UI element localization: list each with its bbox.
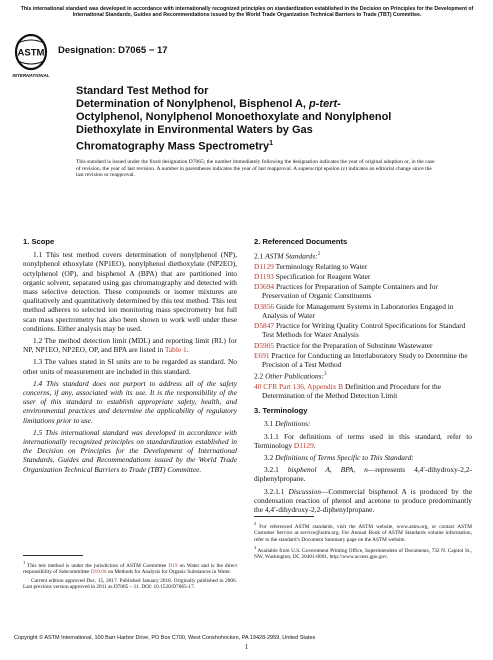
reference-code-link[interactable]: E691 <box>254 350 270 360</box>
reference-title: Terminology Relating to Water <box>273 261 368 271</box>
footnote-1-marker: 1 <box>23 560 26 565</box>
title-line-2 <box>76 98 446 111</box>
term-3-2-1-1-label: Discussion <box>288 486 321 496</box>
reference-title: Specification for Reagent Water <box>273 272 371 282</box>
reference-item <box>254 302 472 320</box>
term-3-2-1-definition: —represents 4,4′-dihydroxy-2,2-diphenylpropane. <box>254 465 472 484</box>
reference-title: Guide for Management Systems in Laboratories Engaged in Analysis of Water <box>262 301 454 320</box>
reference-title: Practices for Preparation of Sample Containers and for Preservation of Organic Constituents <box>262 282 438 301</box>
footnote-3-marker: 3 <box>254 544 257 550</box>
title-line-5 <box>76 137 446 154</box>
reference-item <box>254 341 472 350</box>
footnote-1 <box>23 560 237 576</box>
footnote-edition: Current edition approved Dec. 15, 2017. Published January 2018. Originally published in 2006. Last previous version approved in 2011 as D7065 – 11. DOI: 10.1520/D7065-17. <box>23 577 237 590</box>
astm-standards-label <box>254 250 472 261</box>
document-title <box>76 85 446 154</box>
term-3-2-1-1-number: 3.2.1.1 <box>264 486 289 496</box>
scope-1-1: 1.1 This test method covers determination of nonylphenol (NP), nonylphenol ethoxylate (NP1EO), nonylphenol diethoxylate (NP2EO), octylphenol (OP), and bisphenol A (BPA) that are partitioned into organic solvent, separated using gas chromatography and detected with mass selective detection. These compounds or isomer mixtures are qualitatively and quantitatively determined by this test method. This test method adheres to selected ion monitoring mass spectrometry but full scan mass spectrometry has also been shown to work well under these conditions. Either analysis may be used. <box>23 250 237 333</box>
scope-1-2-text: 1.2 The method detection limit (MDL) and reporting limit (RL) for NP, NP1EO, NP2EO, OP, and BPA are listed in <box>23 336 237 355</box>
d1129-link[interactable]: D1129 <box>293 440 314 450</box>
title-line-3: Octylphenol, Nonylphenol Monoethoxylate and Nonylphenol <box>76 111 392 123</box>
term-3-2-1-1-text: —Commercial bisphenol A is produced by the condensation reaction of phenol and acetone to produce predominantly the 4,4′-dihydroxy-2,2-diphenylpropane. <box>254 486 472 515</box>
footnotes-left <box>23 560 237 592</box>
term-3-1-1-end: . <box>313 440 316 450</box>
reference-code-link[interactable]: D5847 <box>254 321 275 331</box>
reference-item <box>254 282 472 300</box>
d19-06-link[interactable]: D19.06 <box>90 569 107 576</box>
reference-item <box>254 262 472 271</box>
footnotes-right <box>254 521 472 563</box>
logo-letters: ASTM <box>17 47 45 59</box>
other-publications-footnote: 3 <box>324 372 327 378</box>
international-standard-notice: This international standard was developed in accordance with internationally recognized principles on standardization established in the Decision on Principles for the Development of International Standards, Guides and Recommendations issued by the World Trade Organization Technical Barriers to Trade (TBT) Committee. <box>20 6 474 19</box>
reference-item <box>254 351 472 369</box>
term-3-2-1 <box>254 465 472 483</box>
title-line-2-text: Determination of Nonylphenol, Bisphenol A, <box>76 98 310 110</box>
references-heading: 2. Referenced Documents <box>254 237 348 246</box>
reference-code-link[interactable]: D3694 <box>254 282 275 292</box>
footnote-rule-right <box>254 516 314 517</box>
copyright-footer: Copyright © ASTM International, 100 Barr Harbor Drive, PO Box C700, West Conshohocken, PA 19428-2959. United States <box>14 635 316 641</box>
scope-1-3: 1.3 The values stated in SI units are to be regarded as standard. No other units of measurement are included in this standard. <box>23 357 237 376</box>
astm-standards-footnote: 2 <box>317 252 321 258</box>
reference-code-link[interactable]: D1129 <box>254 261 274 271</box>
d19-link[interactable]: D19 <box>168 562 178 569</box>
reference-title: Practice for the Preparation of Substitute Wastewater <box>274 340 433 350</box>
astm-standards-title: ASTM Standards: <box>265 251 318 261</box>
term-3-2-1-number: 3.2.1 <box>264 465 288 475</box>
term-3-1-number: 3.1 <box>264 419 276 429</box>
cfr-text: Definition and Procedure for the Determination of the Method Detection Limit <box>262 381 442 400</box>
other-publications-number: 2.2 <box>254 371 266 381</box>
left-column <box>23 237 237 477</box>
terminology-heading: 3. Terminology <box>254 406 308 416</box>
astm-standards-number: 2.1 <box>254 251 266 261</box>
footnote-rule-left <box>23 555 83 556</box>
title-line-5-text: Chromatography Mass Spectrometry <box>76 140 270 153</box>
cfr-link[interactable]: 40 CFR Part 136, Appendix B <box>254 381 344 391</box>
reference-title: Practice for Conducting an Interlaboratory Study to Determine the Precision of a Test Method <box>262 350 468 369</box>
term-3-2-title: Definitions of Terms Specific to This Standard: <box>275 453 414 462</box>
reference-item <box>254 382 472 400</box>
scope-1-5: 1.5 This international standard was developed in accordance with internationally recognized principles on standardization established in the Decision on Principles for the Development of International Standards, Guides and Recommendations issued by the World Trade Organization Technical Barriers to Trade (TBT) Committee. <box>23 427 237 474</box>
term-3-2-1-term: bisphenol A, BPA, n <box>287 465 368 475</box>
designation: Designation: D7065 − 17 <box>58 45 168 56</box>
title-line-2-italic: p-tert- <box>309 98 341 110</box>
logo-caption: INTERNATIONAL <box>12 73 50 78</box>
reference-code-link[interactable]: D3856 <box>254 301 275 311</box>
reference-code-link[interactable]: D5905 <box>254 340 275 350</box>
footnote-2 <box>254 521 472 543</box>
page-number: 1 <box>244 643 249 651</box>
term-3-2-number: 3.2 <box>264 453 276 462</box>
table-1-link[interactable]: Table 1 <box>164 345 187 355</box>
scope-heading: 1. Scope <box>23 237 55 246</box>
footnote-3 <box>254 545 472 561</box>
other-publications-title: Other Publications: <box>265 371 325 381</box>
title-line-1: Standard Test Method for <box>76 85 209 97</box>
footnote-1-text-b: on Water and is the direct responsibility of Subcommittee <box>23 562 237 576</box>
footnote-2-marker: 2 <box>254 521 257 526</box>
right-column <box>254 237 472 517</box>
issuance-note: This standard is issued under the fixed designation D7065; the number immediately following the designation indicates the year of original adoption or, in the case of revision, the year of last revision. A number in parentheses indicates the year of last reapproval. A superscript epsilon (ε) indicates an editorial change since the last revision or reapproval. <box>76 159 435 179</box>
footnote-2-text: For referenced ASTM standards, visit the ASTM website, www.astm.org, or contact ASTM Customer Service at service@astm.org. For Annual Book of ASTM Standards volume information, refer to the standard’s Document Summary page on the ASTM website. <box>254 523 473 543</box>
other-publications-label <box>254 370 472 381</box>
scope-1-2 <box>23 336 237 354</box>
scope-1-4: 1.4 This standard does not purport to address all of the safety concerns, if any, associated with its use. It is the responsibility of the user of this standard to establish appropriate safety, health, and environmental practices and determine the applicability of regulatory limitations prior to use. <box>23 378 237 425</box>
astm-logo-icon <box>12 34 50 80</box>
footnote-1-text-a: This test method is under the jurisdiction of ASTM Committee <box>27 562 169 569</box>
reference-item <box>254 272 472 281</box>
term-3-1 <box>254 419 472 428</box>
term-3-2 <box>254 453 472 462</box>
reference-list <box>254 262 472 369</box>
title-line-4: Diethoxylate in Environmental Waters by Gas <box>76 124 313 136</box>
footnote-1-text-c: on Methods for Analysis for Organic Substances in Water. <box>106 569 232 576</box>
reference-code-link[interactable]: D1193 <box>254 272 274 282</box>
reference-item <box>254 321 472 339</box>
term-3-2-1-1 <box>254 487 472 515</box>
scope-1-2-end: . <box>186 345 189 355</box>
term-3-1-1-text: 3.1.1 For definitions of terms used in this standard, refer to Terminology <box>254 431 472 450</box>
footnote-3-text: Available from U.S. Government Printing Office, Superintendent of Documents, 732 N. Capitol St., NW, Washington, DC 20401-0001, http://www.access.gpo.gov. <box>254 547 472 561</box>
term-3-1-1 <box>254 432 472 450</box>
title-footnote-marker: 1 <box>269 140 274 147</box>
reference-title: Practice for Writing Quality Control Specifications for Standard Test Methods for Water Analysis <box>262 321 466 340</box>
term-3-1-title: Definitions: <box>275 419 311 429</box>
